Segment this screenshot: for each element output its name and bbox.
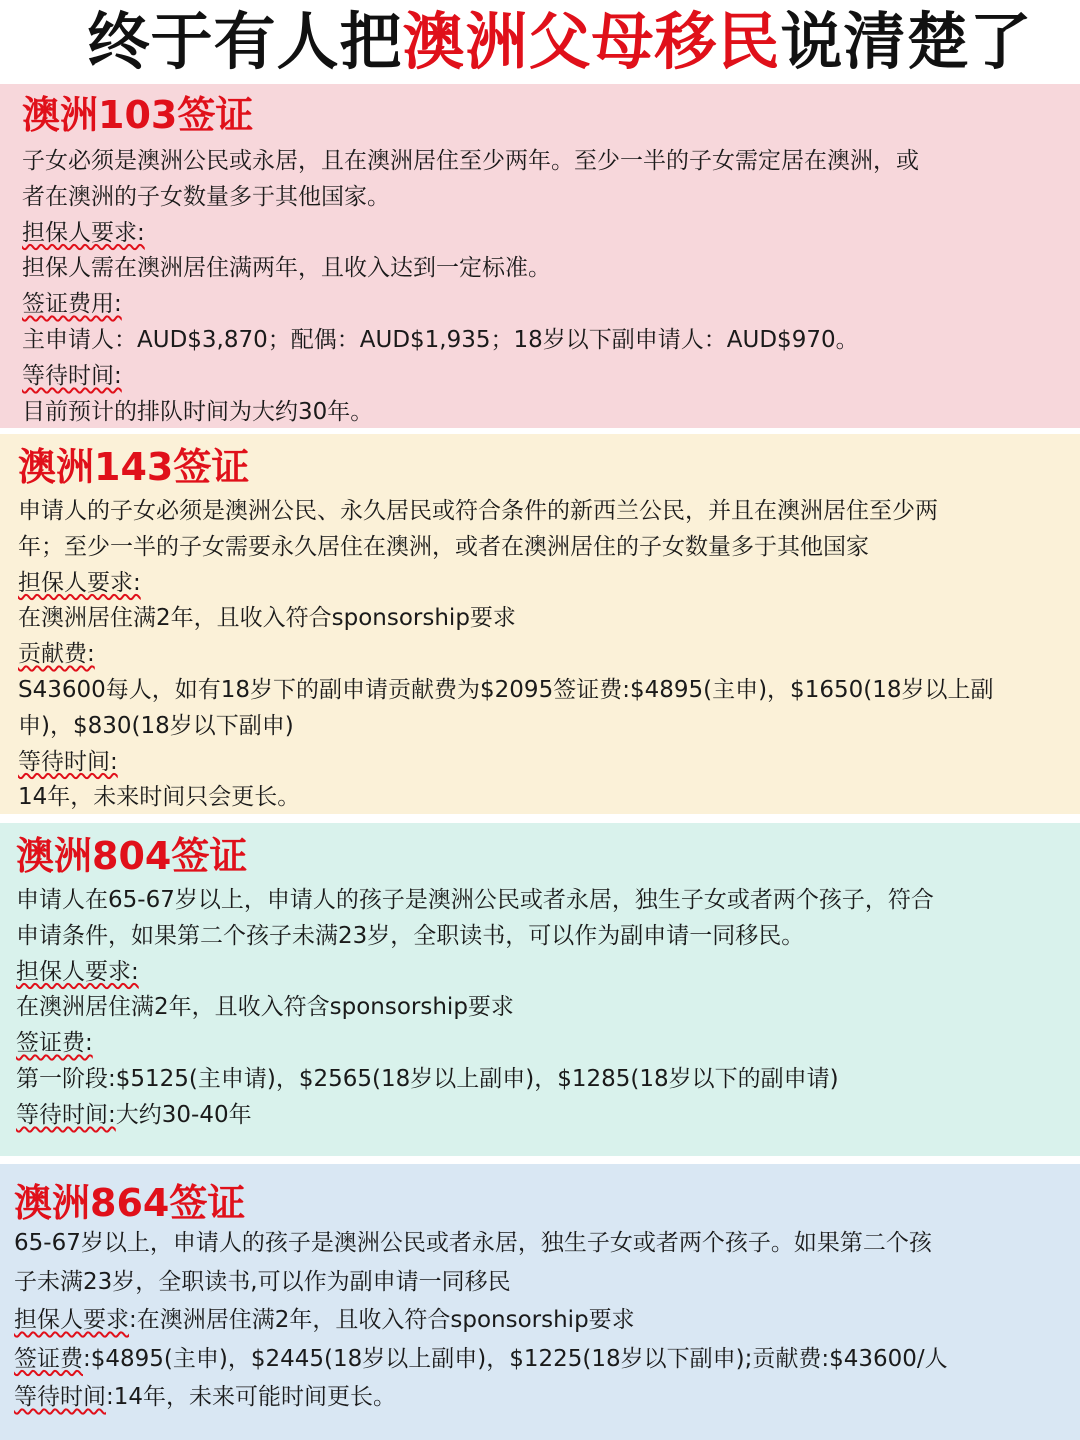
fee-label: 贡献费: <box>18 641 95 668</box>
fee-heading <box>16 1026 1056 1062</box>
visa-section-143 <box>0 434 1080 814</box>
wait-label: 等待时间 <box>14 1384 106 1410</box>
eligibility-line-2: 者在澳洲的子女数量多于其他国家。 <box>22 183 390 210</box>
page-header <box>0 0 1080 84</box>
sponsor-label: 担保人要求: <box>18 569 141 596</box>
wait-label: 等待时间: <box>18 748 118 775</box>
title-part-2-highlight: 澳洲父母移民 <box>402 5 781 78</box>
wait-text: 目前预计的排队时间为大约30年。 <box>22 398 374 425</box>
sponsor-heading <box>16 955 1056 991</box>
section-title: 澳洲864签证 <box>14 1181 246 1225</box>
wait-heading <box>22 359 1056 395</box>
sponsor-text: 在澳洲居住满2年，且收入符含sponsorship要求 <box>16 994 514 1021</box>
wait-line <box>16 1098 1056 1134</box>
fee-text: :$4895(主申)，$2445(18岁以上副申)，$1225(18岁以下副申);贡献费:$43600/人 <box>83 1345 948 1372</box>
sponsor-text: 在澳洲居住满2年，且收入符合sponsorship要求 <box>18 605 516 632</box>
title-part-1: 终于有人把 <box>87 5 403 78</box>
fee-label: 签证费用: <box>22 291 122 318</box>
fee-text-line-1: S43600每人，如有18岁下的副申请贡献费为$2095签证费:$4895(主申)，$1650(18岁以上副 <box>18 676 994 703</box>
wait-heading <box>18 745 1056 781</box>
fee-line <box>14 1340 1056 1379</box>
fee-text-line-2: 申)，$830(18岁以下副申) <box>18 712 294 739</box>
fee-label: 签证费 <box>14 1345 83 1372</box>
sponsor-heading <box>18 566 1056 602</box>
sponsor-label: 担保人要求: <box>16 958 139 985</box>
title-part-3: 说清楚了 <box>780 5 1033 78</box>
section-title: 澳洲143签证 <box>18 445 250 489</box>
page-title <box>87 5 1033 78</box>
fee-heading <box>22 287 1056 323</box>
sponsor-heading <box>22 216 1056 252</box>
wait-text: 大约30-40年 <box>115 1101 252 1128</box>
sponsor-label: 担保人要求 <box>14 1307 129 1333</box>
eligibility-line-2: 子未满23岁，全职读书,可以作为副申请一同移民 <box>14 1268 511 1295</box>
visa-section-804 <box>0 823 1080 1156</box>
fee-heading <box>18 637 1056 673</box>
visa-section-103 <box>0 84 1080 428</box>
fee-text: 第一阶段:$5125(主申请)，$2565(18岁以上副申)，$1285(18岁以下的副申请) <box>16 1065 839 1092</box>
wait-text: :14年，未来可能时间更长。 <box>106 1384 397 1410</box>
wait-label: 等待时间: <box>22 362 122 389</box>
eligibility-line-1: 申请人的子女必须是澳洲公民、永久居民或符合条件的新西兰公民，并且在澳洲居住至少两 <box>18 498 938 524</box>
wait-text: 14年，未来时间只会更长。 <box>18 784 301 811</box>
fee-label: 签证费: <box>16 1030 93 1057</box>
visa-section-864 <box>0 1164 1080 1440</box>
eligibility-line-1: 65-67岁以上，申请人的孩子是澳洲公民或者永居，独生子女或者两个孩子。如果第二个孩 <box>14 1230 932 1256</box>
section-title: 澳洲804签证 <box>16 834 248 878</box>
wait-label: 等待时间: <box>16 1101 116 1128</box>
section-title: 澳洲103签证 <box>22 93 254 137</box>
fee-text: 主申请人：AUD$3,870；配偶：AUD$1,935；18岁以下副申请人：AUD$970。 <box>22 326 859 353</box>
sponsor-line <box>14 1301 1056 1340</box>
sponsor-text: :在澳洲居住满2年，且收入符合sponsorship要求 <box>129 1307 635 1333</box>
eligibility-line-1: 子女必须是澳洲公民或永居，且在澳洲居住至少两年。至少一半的子女需定居在澳洲，或 <box>22 148 919 174</box>
eligibility-line-2: 申请条件，如果第二个孩子未满23岁，全职读书，可以作为副申请一同移民。 <box>16 922 805 949</box>
sponsor-text: 担保人需在澳洲居住满两年，且收入达到一定标准。 <box>22 255 551 282</box>
eligibility-line-1: 申请人在65-67岁以上，申请人的孩子是澳洲公民或者永居，独生子女或者两个孩子，符合 <box>16 887 934 913</box>
wait-line <box>14 1378 1056 1417</box>
eligibility-line-2: 年；至少一半的子女需要永久居住在澳洲，或者在澳洲居住的子女数量多于其他国家 <box>18 533 869 560</box>
sponsor-label: 担保人要求: <box>22 219 145 246</box>
